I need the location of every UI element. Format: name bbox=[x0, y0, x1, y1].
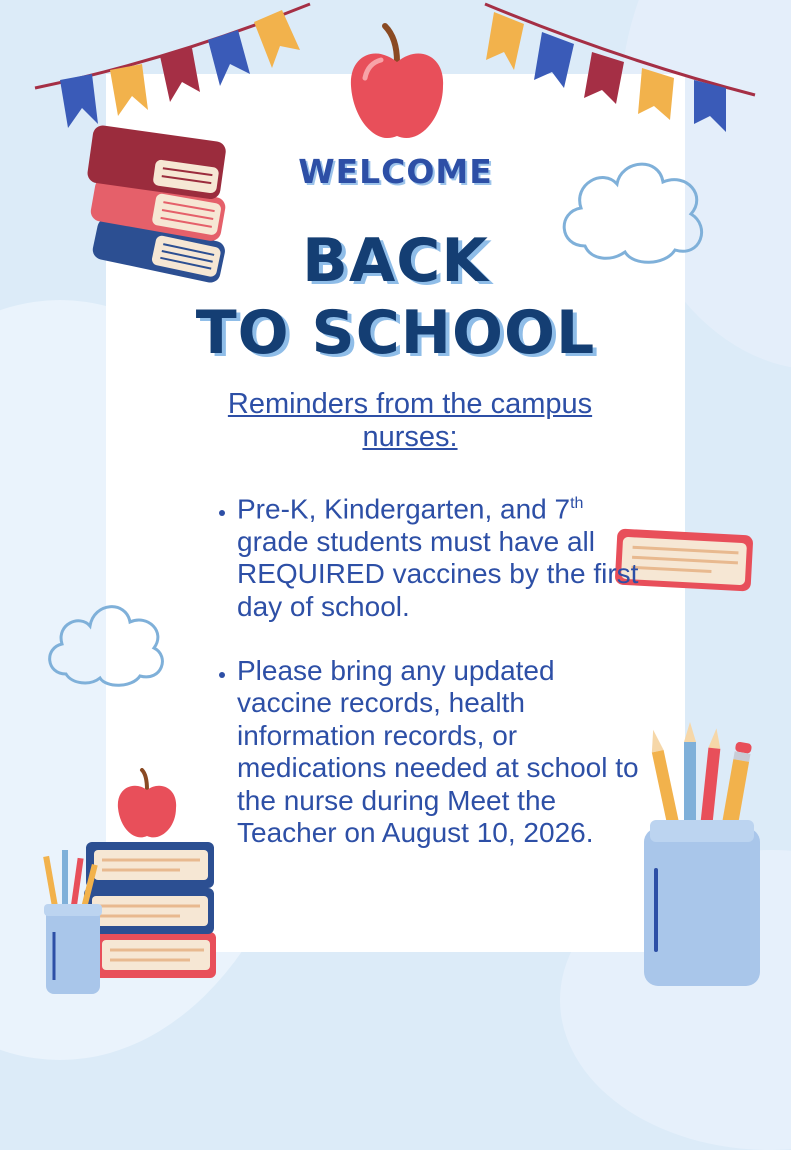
ordinal-suffix: th bbox=[570, 495, 584, 512]
reminder-1-text-end: grade students must have all REQUIRED vaccines by the first day of school. bbox=[237, 525, 639, 622]
reminder-2-text: Please bring any updated vaccine records, health information records, or medications needed at school to the nurse during Meet the Teacher on August 10, 2026. bbox=[237, 654, 639, 848]
bunting-icon bbox=[480, 0, 770, 140]
reminders-list bbox=[207, 488, 657, 881]
apple-icon bbox=[345, 22, 449, 148]
apple-icon bbox=[114, 768, 180, 842]
welcome-heading: WELCOME bbox=[298, 152, 493, 191]
pencil-cup-icon bbox=[40, 850, 106, 998]
list-item bbox=[237, 488, 657, 623]
cloud-icon bbox=[42, 594, 172, 690]
title-line-to-school: TO SCHOOL bbox=[195, 298, 596, 368]
list-item bbox=[237, 655, 657, 849]
title-line-back: BACK bbox=[302, 226, 489, 296]
bunting-icon bbox=[30, 0, 320, 140]
reminders-subtitle: Reminders from the campus nurses: bbox=[227, 388, 593, 453]
pencil-cup-icon bbox=[640, 720, 766, 990]
reminder-1-text-start: Pre-K, Kindergarten, and 7 bbox=[237, 493, 571, 525]
